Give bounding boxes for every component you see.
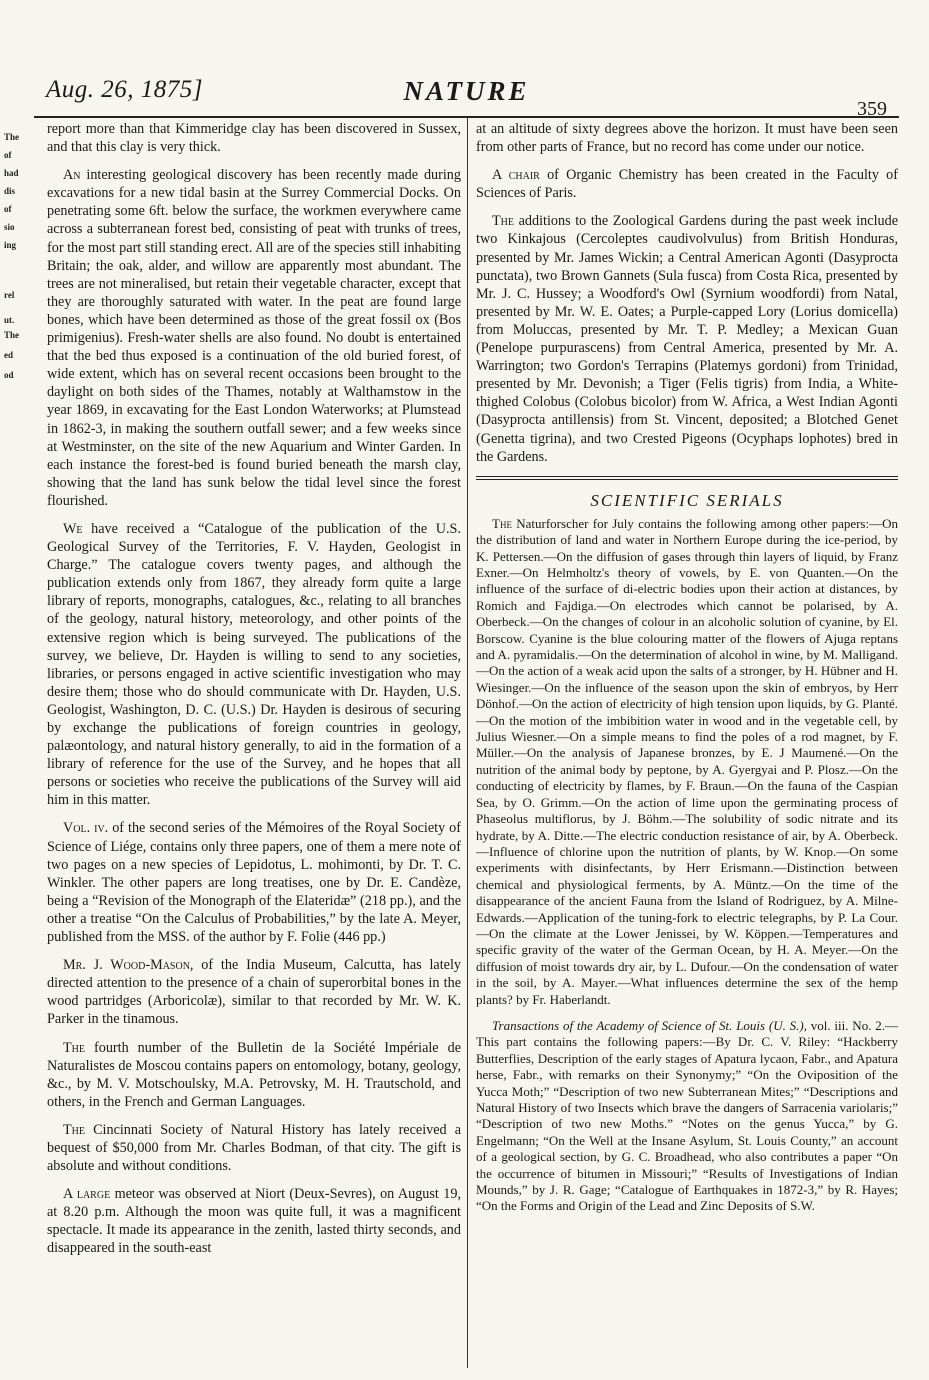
margin-fragment: of bbox=[4, 204, 12, 214]
margin-fragment: ed bbox=[4, 350, 13, 360]
margin-fragment: had bbox=[4, 168, 19, 178]
paragraph: A large meteor was observed at Niort (Deux-Sevres), on August 19, at 8.20 p.m. Although the moon was quite full, it was a magnificent spectacle. It made its appearance in the zenith, lasted thirty seconds, and disappeared in the south-east bbox=[47, 1186, 461, 1257]
margin-fragment: of bbox=[4, 150, 12, 160]
margin-fragments bbox=[2, 100, 30, 1350]
paragraph: An interesting geological discovery has been recently made during excavations for a new tidal basin at the Surrey Commercial Docks. On penetrating some 6ft. below the surface, the workmen everywhere came across a subterranean forest bed, consisting of peat with trunks of trees, for the most part still standing erect. All are of the species still inhabiting Britain; the oak, alder, and willow are apparently most abundant. The trees are not mineralised, but retain their vegetable character, except that they are thoroughly saturated with water. In the peat are found large bones, which have been determined as those of the great fossil ox (Bos primigenius). Fresh-water shells are also found. No doubt is entertained that the bed thus exposed is a continuation of the old buried forest, of wide extent, which has on several recent occasions been brought to the daylight on both sides of the Thames, notably at Walthamstow in the year 1869, in excavating for the East London Waterworks; at Plumstead in 1862-3, in making the southern outfall sewer; and a few weeks since at Westminster, on the site of the new Aquarium and Winter Garden. In each instance the forest-bed is found buried beneath the marsh clay, showing that the land has sunk below the tidal level since the forest flourished. bbox=[47, 167, 461, 509]
paragraph: The Naturforscher for July contains the following among other papers:—On the distribution of land and water in Northern Europe during the ice-period, by K. Pettersen.—On the diffusion of gases through thin layers of liquid, by Franz Exner.—On Helmholtz's theory of vowels, by E. von Quanten.—On the influence of the surface of di-electric bodies upon their action at distances, by Romich and Fajdiga.—On electrodes which cannot be polarised, by A. Oberbeck.—On the changes of colour in an alcoholic solution of cyanine, by El. Borscow. Cyanine is the blue colouring matter of the flowers of Ajuga reptans and A. pyramidalis.—On the determination of alcohol in wine, by M. Malligand.—On the action of a weak acid upon the salts of a stronger, by H. Hübner and H. Wiesinger.—On the influence of the season upon the skin of embryos, by Herr Dönhof.—On the action of electricity of high tension upon liquids, by G. Planté.—On the motion of the imbibition water in wood and in the vegetable cell, by Julius Wiesner.—On a simple means to find the poles of a rod magnet, by F. Müller.—On the analysis of Japanese bronzes, by E. J Maumené.—On the nutrition of the animal body by peptone, by A. Gyergyai and P. Plosz.—On the conducting of electricity by flames, by F. Braun.—On the fauna of the Caspian Sea, by O. Grimm.—On the action of lime upon the germinating process of Phaseolus multiflorus, by J. Böhm.—The solubility of sodic nitrate and its hydrate, by A. Ditte.—The electric conduction resistance of air, by A. Oberbeck.—Influence of chlorine upon the nutrition of plants, by W. Knop.—On some experiments with disinfectants, by Herr Erismann.—Distinction between chemical and physiological ferments, by A. Müntz.—On the time of the disappearance of the ancient Fauna from the Island of Rodriguez, by A. Milne-Edwards.—Application of the tuning-fork to electric telegraphs, by P. La Cour.—On the climate at the Lower Jenissei, by W. Köppen.—Temperatures and specific gravity of the water of the German Ocean, by H. A. Meyer.—On the diffusion of moist towards dry air, by L. Dufour.—On the condensation of water in the soil, by A. Mayer.—What influences determine the sex of the hemp plants? by Fr. Haberlandt. bbox=[476, 515, 898, 1007]
paragraph: The fourth number of the Bulletin de la Société Impériale de Naturalistes de Moscou contains papers on entomology, botany, geology, &c., by M. V. Motschoulsky, M.A. Petrovsky, M. H. Trautschold, and others, in the French and German Languages. bbox=[47, 1039, 461, 1110]
margin-fragment: dis bbox=[4, 186, 16, 196]
paragraph: at an altitude of sixty degrees above the horizon. It must have been seen from other parts of France, but no record has come under our notice. bbox=[476, 121, 898, 156]
paragraph: A chair of Organic Chemistry has been created in the Faculty of Sciences of Paris. bbox=[476, 167, 898, 202]
paragraph: Vol. iv. of the second series of the Mémoires of the Royal Society of Science of Liége, contains only three papers, one of them a mere note of two pages on a new species of Lepidotus, L. mohimonti, by Dr. T. C. Winkler. The other papers are long treatises, one by Dr. E. Candèze, being a “Revision of the Monograph of the Elateridæ” (218 pp.), and the other a treatise “On the Calculus of Probabilities,” by the late A. Meyer, published from the MSS. of the author by F. Folie (446 pp.) bbox=[47, 820, 461, 946]
journal-title: NATURE bbox=[403, 76, 530, 106]
running-header bbox=[34, 70, 899, 120]
margin-fragment: od bbox=[4, 370, 14, 380]
paragraph: Transactions of the Academy of Science of St. Louis (U. S.), vol. iii. No. 2.—This part contains the following papers:—By Dr. C. V. Riley: “Hackberry Butterflies, Description of the early stages of Apatura lycaon, Fabr., and Apatura herse, Fabr., with remarks on their Synonymy;” “On the Oviposition of the Yucca Moth;” “Description of two new Subterranean Mites;” “Descriptions and Natural History of two Insects which brave the dangers of Sarracenia variolaris;” “Description of two new Moths.” “Notes on the genus Yucca,” by G. Engelmann; “On the Well at the Insane Asylum, St. Louis County,” an account of a geological section, by G. C. Broadhead, who also contributes a paper “On the occurrence of bitumen in Missouri;” “Results of Investigations of Indian Mounds,” by J. R. Gage; “Catalogue of Earthquakes in 1872-3,” by R. Hayes; “On the Forms and Origin of the Lead and Zinc Deposits of S.W. bbox=[476, 1017, 898, 1214]
margin-fragment: ut. bbox=[4, 315, 15, 325]
margin-fragment: rel bbox=[4, 290, 15, 300]
margin-fragment: ing bbox=[4, 240, 17, 250]
paragraph: The Cincinnati Society of Natural History has lately received a bequest of $50,000 from Mr. Charles Bodman, of that city. The gift is absolute and without conditions. bbox=[47, 1121, 461, 1175]
left-column bbox=[47, 120, 461, 1268]
margin-fragment: The bbox=[4, 132, 20, 142]
section-title: SCIENTIFIC SERIALS bbox=[590, 490, 784, 510]
paragraph: We have received a “Catalogue of the publication of the U.S. Geological Survey of the Territories, F. V. Hayden, Geologist in Charge.” The catalogue covers twenty pages, and although the publication extends only from 1867, they already form quite a large library of reports, monographs, catalogues, &c., relating to all branches of the geology, natural history, meteorology, and other points of the extensive region which is being surveyed. The publications of the survey, we believe, Dr. Hayden is willing to send to any societies, libraries, or persons engaged in active scientific investigation who may desire them; those who do should communicate with Dr. Hayden, U.S. Geologist, Washington, D. C. (U.S.) Dr. Hayden is desirous of securing by exchange the publications of foreign countries in geology, palæontology, and natural history generally, to aid in the formation of a library of reference for the use of the Survey, and he hopes that all persons or societies who receive the publications of the Survey will aid him in this matter. bbox=[47, 520, 461, 809]
column-divider bbox=[467, 118, 468, 1368]
paragraph: report more than that Kimmeridge clay has been discovered in Sussex, and that this clay is very thick. bbox=[47, 121, 461, 156]
margin-fragment: sio bbox=[4, 222, 15, 232]
section-rule bbox=[476, 476, 898, 480]
issue-date: Aug. 26, 1875] bbox=[46, 76, 203, 103]
right-column bbox=[476, 120, 898, 1225]
paragraph: The additions to the Zoological Gardens during the past week include two Kinkajous (Cercoleptes caudivolvulus) from British Honduras, presented by Mr. James Wickin; a Central American Agonti (Dasyprocta punctata), two Brown Gannets (Sula fusca) from Costa Rica, presented by Mr. J. C. Hussey; a Woodford's Owl (Syrnium woodfordi) from Natal, presented by Mr. W. E. Oates; a Purple-capped Lory (Lorius domicella) from Moluccas, presented by Mr. T. P. Medley; a Mexican Guan (Penelope purpurascens) from Central America, presented by Mr. A. Warrington; two Gordon's Terrapins (Platemys gordoni) from Trinidad, presented by Mr. Devonish; a Tiger (Felis tigris) from India, a White-thighed Colobus (Colobus bicolor) from W. Africa, a West Indian Agonti (Dasyprocta antillensis) from St. Vincent, deposited; a Blotched Genet (Genetta tigrina), and two Crested Pigeons (Ocyphaps lophotes) bred in the Gardens. bbox=[476, 213, 898, 465]
margin-fragment: The bbox=[4, 330, 20, 340]
page-number: 359 bbox=[857, 98, 887, 120]
paragraph: Mr. J. Wood-Mason, of the India Museum, Calcutta, has lately directed attention to the presence of a chain of superorbital bones in the wood partridges (Arboricolæ), similar to that recorded by Mr. W. K. Parker in the tinamous. bbox=[47, 957, 461, 1028]
